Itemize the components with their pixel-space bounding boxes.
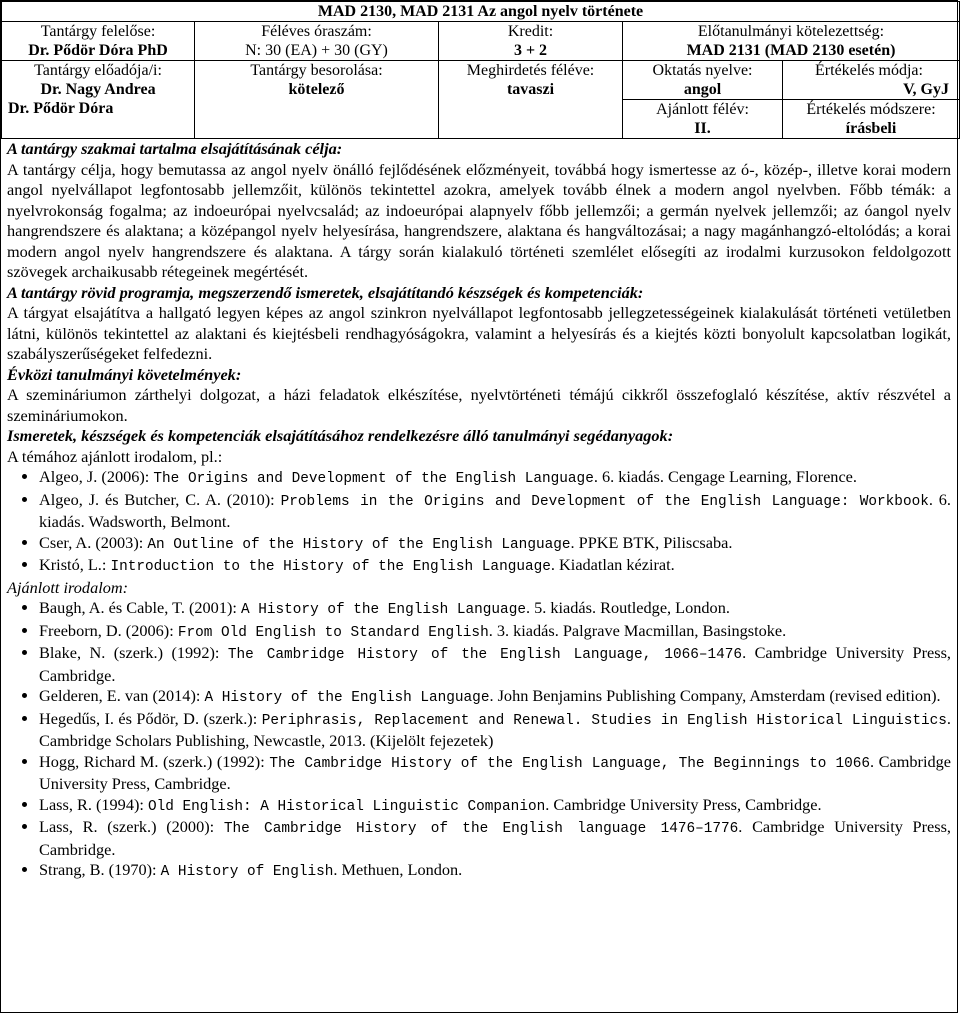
prereq-cell <box>623 22 960 61</box>
credit-cell <box>439 22 623 61</box>
eval-method-cell <box>783 100 960 139</box>
language-label: Oktatás nyelve: <box>652 62 753 79</box>
reference-item <box>39 795 951 818</box>
reference-item <box>39 686 951 709</box>
responsible-name: Dr. Pődör Dóra PhD <box>28 42 168 59</box>
reference-publisher: . 3. kiadás. Palgrave Macmillan, Basingstoke. <box>488 620 787 640</box>
reference-item <box>39 533 951 556</box>
reference-item <box>39 621 951 644</box>
lecturer-name-2: Dr. Pődör Dóra <box>8 100 114 117</box>
eval-mode-value: V, GyJ <box>903 81 949 98</box>
reference-author: Baugh, A. és Cable, T. (2001): <box>39 598 241 617</box>
reference-publisher: . Methuen, London. <box>333 860 463 879</box>
hours-cell <box>195 22 439 61</box>
type-label: Tantárgy besorolása: <box>250 62 383 79</box>
eval-method-value: írásbeli <box>845 120 897 137</box>
aim-heading: A tantárgy szakmai tartalma elsajátításának célja: <box>7 139 343 158</box>
hours-value: N: 30 (EA) + 30 (GY) <box>245 42 388 59</box>
reference-author: Hogg, Richard M. (szerk.) (1992): <box>39 751 270 771</box>
reference-item <box>39 709 951 752</box>
reference-publisher: . Cambridge Scholars Publishing, Newcastle, 2013. (Kijelölt fejezetek) <box>39 708 951 750</box>
lecturer-cell <box>2 61 195 139</box>
reference-title: The Cambridge History of the English Language, The Beginnings to 1066 <box>269 755 871 772</box>
semester-label: Meghirdetés féléve: <box>466 62 595 79</box>
reference-title: The Origins and Development of the English Language <box>153 471 594 487</box>
reference-publisher: . PPKE BTK, Piliscsaba. <box>570 532 733 552</box>
reference-author: Lass, R. (szerk.) (2000): <box>39 817 224 836</box>
reference-item <box>39 598 951 621</box>
aim-paragraph <box>7 160 951 283</box>
hours-label: Féléves óraszám: <box>261 23 372 40</box>
reference-publisher: . Cambridge University Press, Cambridge. <box>39 751 951 793</box>
reference-item <box>39 860 951 883</box>
lecturer-label: Tantárgy előadója/i: <box>34 62 162 79</box>
reference-title: A History of the English Language <box>204 690 490 706</box>
reference-publisher: . Cambridge University Press, Cambridge. <box>39 817 952 859</box>
recommended-literature-list <box>7 598 951 883</box>
reference-author: Gelderen, E. van (2014): <box>39 686 205 705</box>
reference-item <box>39 490 951 533</box>
materials-heading: Ismeretek, készségek és kompetenciák elsajátításához rendelkezésre álló tanulmányi segédanyagok: <box>7 426 674 445</box>
credit-value: 3 + 2 <box>513 42 548 59</box>
semester-value: tavaszi <box>506 81 555 98</box>
reference-title: The Cambridge History of the English Language, 1066–1476 <box>227 647 743 663</box>
reference-publisher: . Cambridge University Press, Cambridge. <box>545 794 822 814</box>
reference-author: Hegedűs, I. és Pődör, D. (szerk.): <box>39 708 262 728</box>
materials-list <box>7 467 951 578</box>
reference-author: Lass, R. (1994): <box>39 794 148 814</box>
reference-publisher: . 6. kiadás. Wadsworth, Belmont. <box>39 489 951 531</box>
prereq-label: Előtanulmányi kötelezettség: <box>697 23 885 40</box>
reference-publisher: . Cambridge University Press, Cambridge. <box>39 643 951 685</box>
course-body <box>1 139 957 883</box>
reference-title: A History of the English Language <box>240 602 526 618</box>
lecturer-name-1: Dr. Nagy Andrea <box>40 81 156 98</box>
reference-item <box>39 467 951 490</box>
reference-author: Algeo, J. és Butcher, C. A. (2010): <box>39 489 281 509</box>
reference-author: Strang, B. (1970): <box>39 860 161 879</box>
recommended-semester-value: II. <box>694 120 711 137</box>
reference-author: Algeo, J. (2006): <box>39 467 154 486</box>
reference-title: Periphrasis, Replacement and Renewal. Studies in English Historical Linguistics <box>261 712 947 729</box>
type-value: kötelező <box>288 81 345 98</box>
reference-publisher: . Kiadatlan kézirat. <box>550 555 675 574</box>
reference-item <box>39 555 951 578</box>
reference-item <box>39 643 951 686</box>
reference-publisher: . 6. kiadás. Cengage Learning, Florence. <box>593 467 857 486</box>
responsible-cell <box>2 22 195 61</box>
program-heading: A tantárgy rövid programja, megszerzendő ismeretek, elsajátítandó készségek és kompetenciák: <box>7 282 644 302</box>
aim-text-intro: A tantárgy célja, hogy bemutassa az angol nyelv önálló fejlődésének előzményeit, továbbá hogy ismertesse az ó-, közép-, illetve korai modern angol nyelvállapot legfontosabb jellemzőit, különös tekintettel azokra, amelyek tovább élnek a modern angol nyelvben. <box>7 159 951 199</box>
semester-cell <box>439 61 623 139</box>
reference-title: Problems in the Origins and Development of the English Language: Workbook <box>280 493 929 510</box>
reference-item <box>39 752 951 795</box>
language-cell <box>623 61 783 100</box>
requirements-paragraph: A szemináriumon zárthelyi dolgozat, a házi feladatok elkészítése, nyelvtörténeti témájú cikkről összefoglaló készítése, aktív részvétel a szemináriumokon. <box>7 385 951 425</box>
course-header-table <box>1 1 960 139</box>
course-title: MAD 2130, MAD 2131 Az angol nyelv története <box>2 2 960 22</box>
eval-method-label: Értékelés módszere: <box>806 101 936 118</box>
reference-title: The Cambridge History of the English language 1476–1776 <box>223 821 739 837</box>
language-value: angol <box>683 81 722 98</box>
recommended-semester-label: Ajánlott félév: <box>656 101 749 118</box>
recommended-semester-cell <box>623 100 783 139</box>
recommended-literature-heading: Ajánlott irodalom: <box>7 577 129 597</box>
requirements-heading: Évközi tanulmányi követelmények: <box>7 364 242 384</box>
aim-text-topics: Főbb témák: a nyelvrokonság fogalma; az indoeurópai nyelvcsalád; az indoeurópai alapnyelv főbb jellemzői; a germán nyelvek jellemzői; az óangol nyelv hangrendszere és alaktana; a középangol nyelv helyesírása, hangrendszere, alaktana és hangváltozásai; a nagy magánhangzó-eltolódás; a korai modern angol nyelv hangrendszere és alaktana. A tárgy során kialakuló történeti szemlélet elősegíti az irodalmi kurzusokon feldolgozott szövegek archaikusabb rétegeinek megértését. <box>7 180 951 281</box>
reference-title: Introduction to the History of the English Language <box>110 559 551 575</box>
prereq-value: MAD 2131 (MAD 2130 esetén) <box>686 42 896 59</box>
reference-title: From Old English to Standard English <box>177 624 489 641</box>
reference-author: Kristó, L.: <box>39 555 111 574</box>
reference-publisher: . 5. kiadás. Routledge, London. <box>525 598 730 617</box>
eval-mode-cell <box>783 61 960 100</box>
reference-item <box>39 817 951 860</box>
reference-author: Cser, A. (2003): <box>39 532 148 552</box>
reference-title: A History of English <box>160 864 334 880</box>
reference-author: Blake, N. (szerk.) (1992): <box>39 643 228 662</box>
program-paragraph: A tárgyat elsajátítva a hallgató legyen képes az angol szinkron nyelvállapot legfontosabb jellegzetességeinek kialakulását történeti vetületben látni, különös tekintettel az alaktani és kiejtésbeli rendhagyóságokra, valamint a helyesírás és a kiejtés közti bonyolult kapcsolatban logikát, szabályszerűségeket felfedezni. <box>7 303 951 363</box>
responsible-label: Tantárgy felelőse: <box>40 23 156 40</box>
reference-title: Old English: A Historical Linguistic Companion <box>147 798 546 815</box>
credit-label: Kredit: <box>507 23 554 40</box>
reference-title: An Outline of the History of the English Language <box>147 536 571 553</box>
type-cell <box>195 61 439 139</box>
materials-intro: A témához ajánlott irodalom, pl.: <box>7 446 223 466</box>
reference-publisher: . John Benjamins Publishing Company, Amsterdam (revised edition). <box>489 686 941 705</box>
reference-author: Freeborn, D. (2006): <box>39 620 178 640</box>
eval-mode-label: Értékelés módja: <box>815 62 923 79</box>
